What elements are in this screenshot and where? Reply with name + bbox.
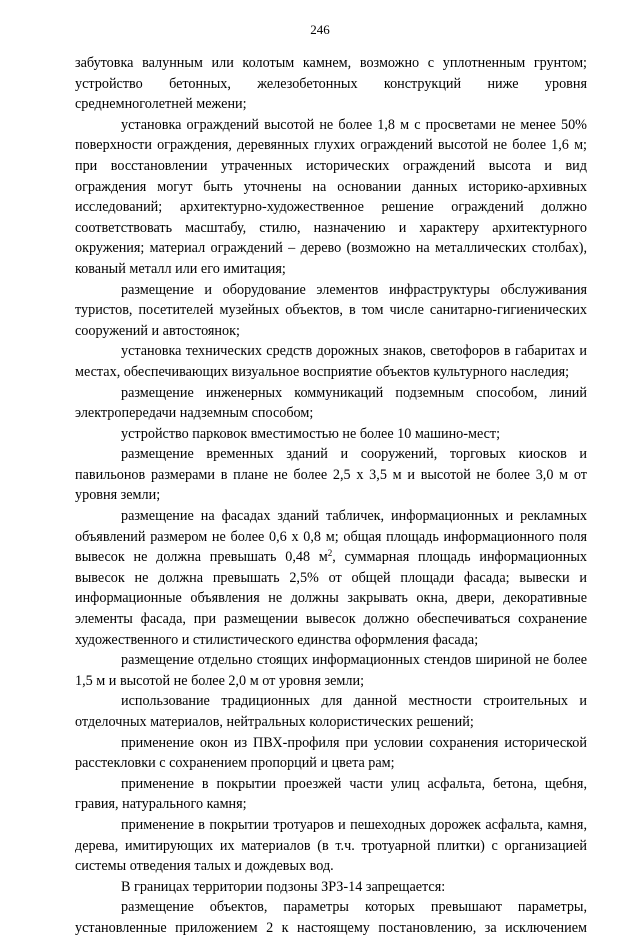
paragraph: применение в покрытии проезжей части улиц асфальта, бетона, щебня, гравия, натурального камня; <box>75 775 587 813</box>
paragraph: применение окон из ПВХ-профиля при условии сохранения исторической расстекловки с сохранением пропорций и цвета рам; <box>75 734 587 772</box>
paragraph-text-part: , суммарная площадь информационных вывесок не должна превышать 2,5% от общей площади фасада; вывески и информационные объявления не должны закрывать окна, двери, декоративные элементы фасада, при размещении вывесок должно обеспечиваться сохранение художественного и стилистического единства оформления фасада; <box>75 549 587 648</box>
paragraph: устройство бетонных, железобетонных конструкций ниже уровня <box>75 75 587 92</box>
paragraph: установка ограждений высотой не более 1,8 м с просветами не менее 50% поверхности ограждения, деревянных глухих ограждений высотой не более 1,6 м; при восстановлении утраченных исторических ограждений высота и вид ограждения могут быть уточнены на основании данных историко-архивных исследований; архитектурно-художественное решение ограждений должно соответствовать масштабу, стилю, назначению и характеру архитектурного окружения; материал ограждений – дерево (возможно на металлических столбах), кованый металл или его имитация; <box>75 116 587 277</box>
page-number: 246 <box>310 22 330 37</box>
paragraph-text-part: размещение на фасадах зданий табличек, информационных и рекламных объявлений размером не более 0,6 х 0,8 м; общая площадь информационного поля вывесок не должна превышать 0,48 м <box>75 508 587 566</box>
paragraph: устройство парковок вместимостью не более 10 машино-мест; <box>121 425 501 442</box>
paragraph: размещение инженерных коммуникаций подземным способом, линий электропередачи надземным способом; <box>75 384 587 422</box>
paragraph: среднемноголетней межени; <box>75 96 247 113</box>
paragraph: В границах территории подзоны ЗРЗ-14 запрещается: <box>121 878 446 895</box>
paragraph: применение в покрытии тротуаров и пешеходных дорожек асфальта, камня, дерева, имитирующих их материалов (в т.ч. тротуарной плитки) с организацией системы отведения талых и дождевых вод. <box>75 816 587 875</box>
paragraph: размещение объектов, параметры которых превышают параметры, установленные приложением 2 к настоящему постановлению, за исключением <box>75 899 587 936</box>
paragraph: использование традиционных для данной местности строительных и отделочных материалов, нейтральных колористических решений; <box>75 693 587 730</box>
paragraph-with-superscript <box>75 506 587 650</box>
superscript: 2 <box>327 548 333 559</box>
paragraph: размещение отдельно стоящих информационных стендов шириной не более 1,5 м и высотой не более 2,0 м от уровня земли; <box>75 652 587 689</box>
paragraph: размещение временных зданий и сооружений, торговых киосков и павильонов размерами в плане не более 2,5 х 3,5 м и высотой не более 3,0 м от уровня земли; <box>75 446 587 504</box>
paragraph: размещение и оборудование элементов инфраструктуры обслуживания туристов, посетителей музейных объектов, в том числе санитарно-гигиенических сооружений и автостоянок; <box>75 281 587 339</box>
document-body <box>75 53 587 939</box>
paragraph: забутовка валунным или колотым камнем, возможно с уплотненным грунтом; <box>75 55 587 71</box>
paragraph: установка технических средств дорожных знаков, светофоров в габаритах и местах, обеспечивающих визуальное восприятие объектов культурного наследия; <box>75 343 587 380</box>
